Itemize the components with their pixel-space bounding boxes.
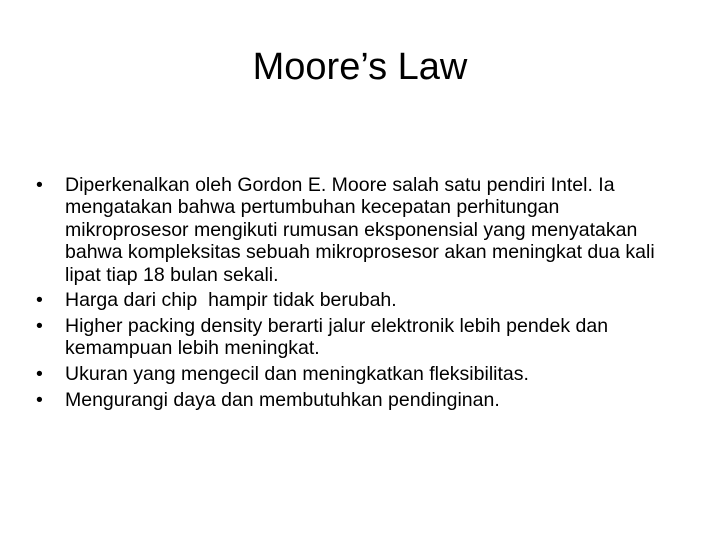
bullet-item xyxy=(36,315,676,360)
slide-title: Moore’s Law xyxy=(252,46,468,88)
bullet-icon: • xyxy=(36,315,43,338)
bullet-item xyxy=(36,289,676,311)
bullet-icon: • xyxy=(36,363,43,386)
bullet-text: Higher packing density berarti jalur elektronik lebih pendek dan kemampuan lebih meningkat. xyxy=(65,315,609,360)
bullet-item xyxy=(36,389,676,411)
bullet-icon: • xyxy=(36,388,43,411)
bullet-text: Diperkenalkan oleh Gordon E. Moore salah satu pendiri Intel. Ia mengatakan bahwa pertumbuhan kecepatan perhitungan mikroprosesor mengikuti rumusan eksponensial yang menyatakan bahwa kompleksitas sebuah mikroprosesor akan meningkat dua kali lipat tiap 18 bulan sekali. xyxy=(65,174,655,286)
bullet-text: Harga dari chip hampir tidak berubah. xyxy=(65,289,397,312)
bullet-item xyxy=(36,363,676,385)
bullet-text: Mengurangi daya dan membutuhkan pendinginan. xyxy=(65,388,500,411)
bullet-icon: • xyxy=(36,174,43,196)
bullet-text: Ukuran yang mengecil dan meningkatkan fleksibilitas. xyxy=(65,363,529,386)
bullet-list xyxy=(36,174,676,415)
bullet-item xyxy=(36,174,676,286)
bullet-icon: • xyxy=(36,289,43,312)
